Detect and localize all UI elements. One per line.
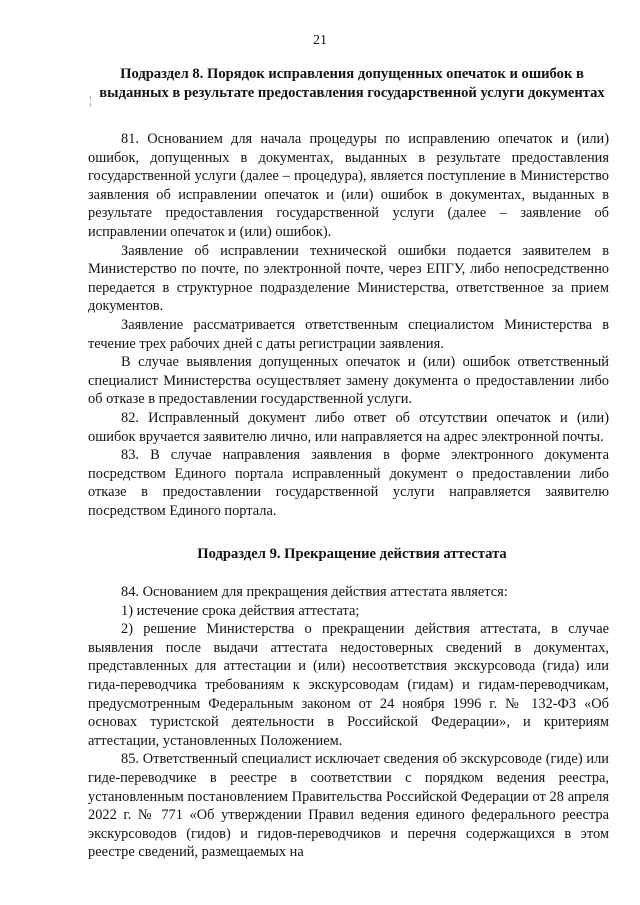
paragraph-85: 85. Ответственный специалист исключает сведения об экскурсоводе (гиде) или гиде-переводчике в реестре в соответствии с порядком ведения реестра, установленным постановлением Правительства Российской Федерации от 28 апреля 2022 г. № 771 «Об утверждении Правил ведения единого федерального реестра экскурсоводов (гидов) и гидов-переводчиков и перечня содержащихся в этом реестре сведений, размещаемых на — [88, 751, 609, 861]
section-9-body — [88, 583, 609, 862]
scan-mark: ¦ — [89, 93, 92, 107]
paragraph-81: 81. Основанием для начала процедуры по исправлению опечаток и (или) ошибок, допущенных в документах, выданных в результате предоставления государственной услуги (далее – процедура), является поступление в Министерство заявления об исправлении опечаток и (или) ошибок в документах, выданных в результате предоставления государственной услуги (далее – заявление об исправлении опечаток и (или) ошибок). — [88, 131, 609, 240]
paragraph-application-review: Заявление рассматривается ответственным специалистом Министерства в течение трех рабочих дней с даты регистрации заявления. — [88, 316, 609, 352]
paragraph-application-submission: Заявление об исправлении технической ошибки подается заявителем в Министерство по почте, по электронной почте, через ЕПГУ, либо непосредственно передается в структурное подразделение Министерства, ответственное за прием документов. — [88, 242, 609, 315]
section-8-heading: Подраздел 8. Порядок исправления допущенных опечаток и ошибок в выданных в результате предоставления государственной услуги документах — [99, 66, 605, 101]
list-item-2: 2) решение Министерства о прекращении действия аттестата, в случае выявления после выдачи аттестата недостоверных сведений в документах, представленных для аттестации и (или) несоответствия экскурсовода (гида) или гида-переводчика требованиям к экскурсоводам (гидам) и гидам-переводчикам, предусмотренным Федеральным законом от 24 ноября 1996 г. № 132-ФЗ «Об основах туристской деятельности в Российской Федерации», и критериям аттестации, установленных Положением. — [88, 621, 609, 749]
paragraph-82: 82. Исправленный документ либо ответ об отсутствии опечаток и (или) ошибок вручается заявителю лично, или направляется на адрес электронной почты. — [88, 409, 609, 445]
list-item-1: 1) истечение срока действия аттестата; — [121, 602, 360, 619]
section-9-heading: Подраздел 9. Прекращение действия аттестата — [197, 546, 507, 562]
paragraph-83: 83. В случае направления заявления в форме электронного документа посредством Единого портала исправленный документ о предоставлении либо отказе в предоставлении государственной услуги направляется заявителю посредством Единого портала. — [88, 447, 609, 519]
section-8-body — [88, 130, 609, 520]
page-number: 21 — [313, 33, 327, 48]
paragraph-error-detection: В случае выявления допущенных опечаток и (или) ошибок ответственный специалист Министерства осуществляет замену документа о предоставлении либо об отказе в предоставлении государственной услуги. — [88, 354, 609, 408]
paragraph-84: 84. Основанием для прекращения действия аттестата является: — [121, 584, 508, 600]
